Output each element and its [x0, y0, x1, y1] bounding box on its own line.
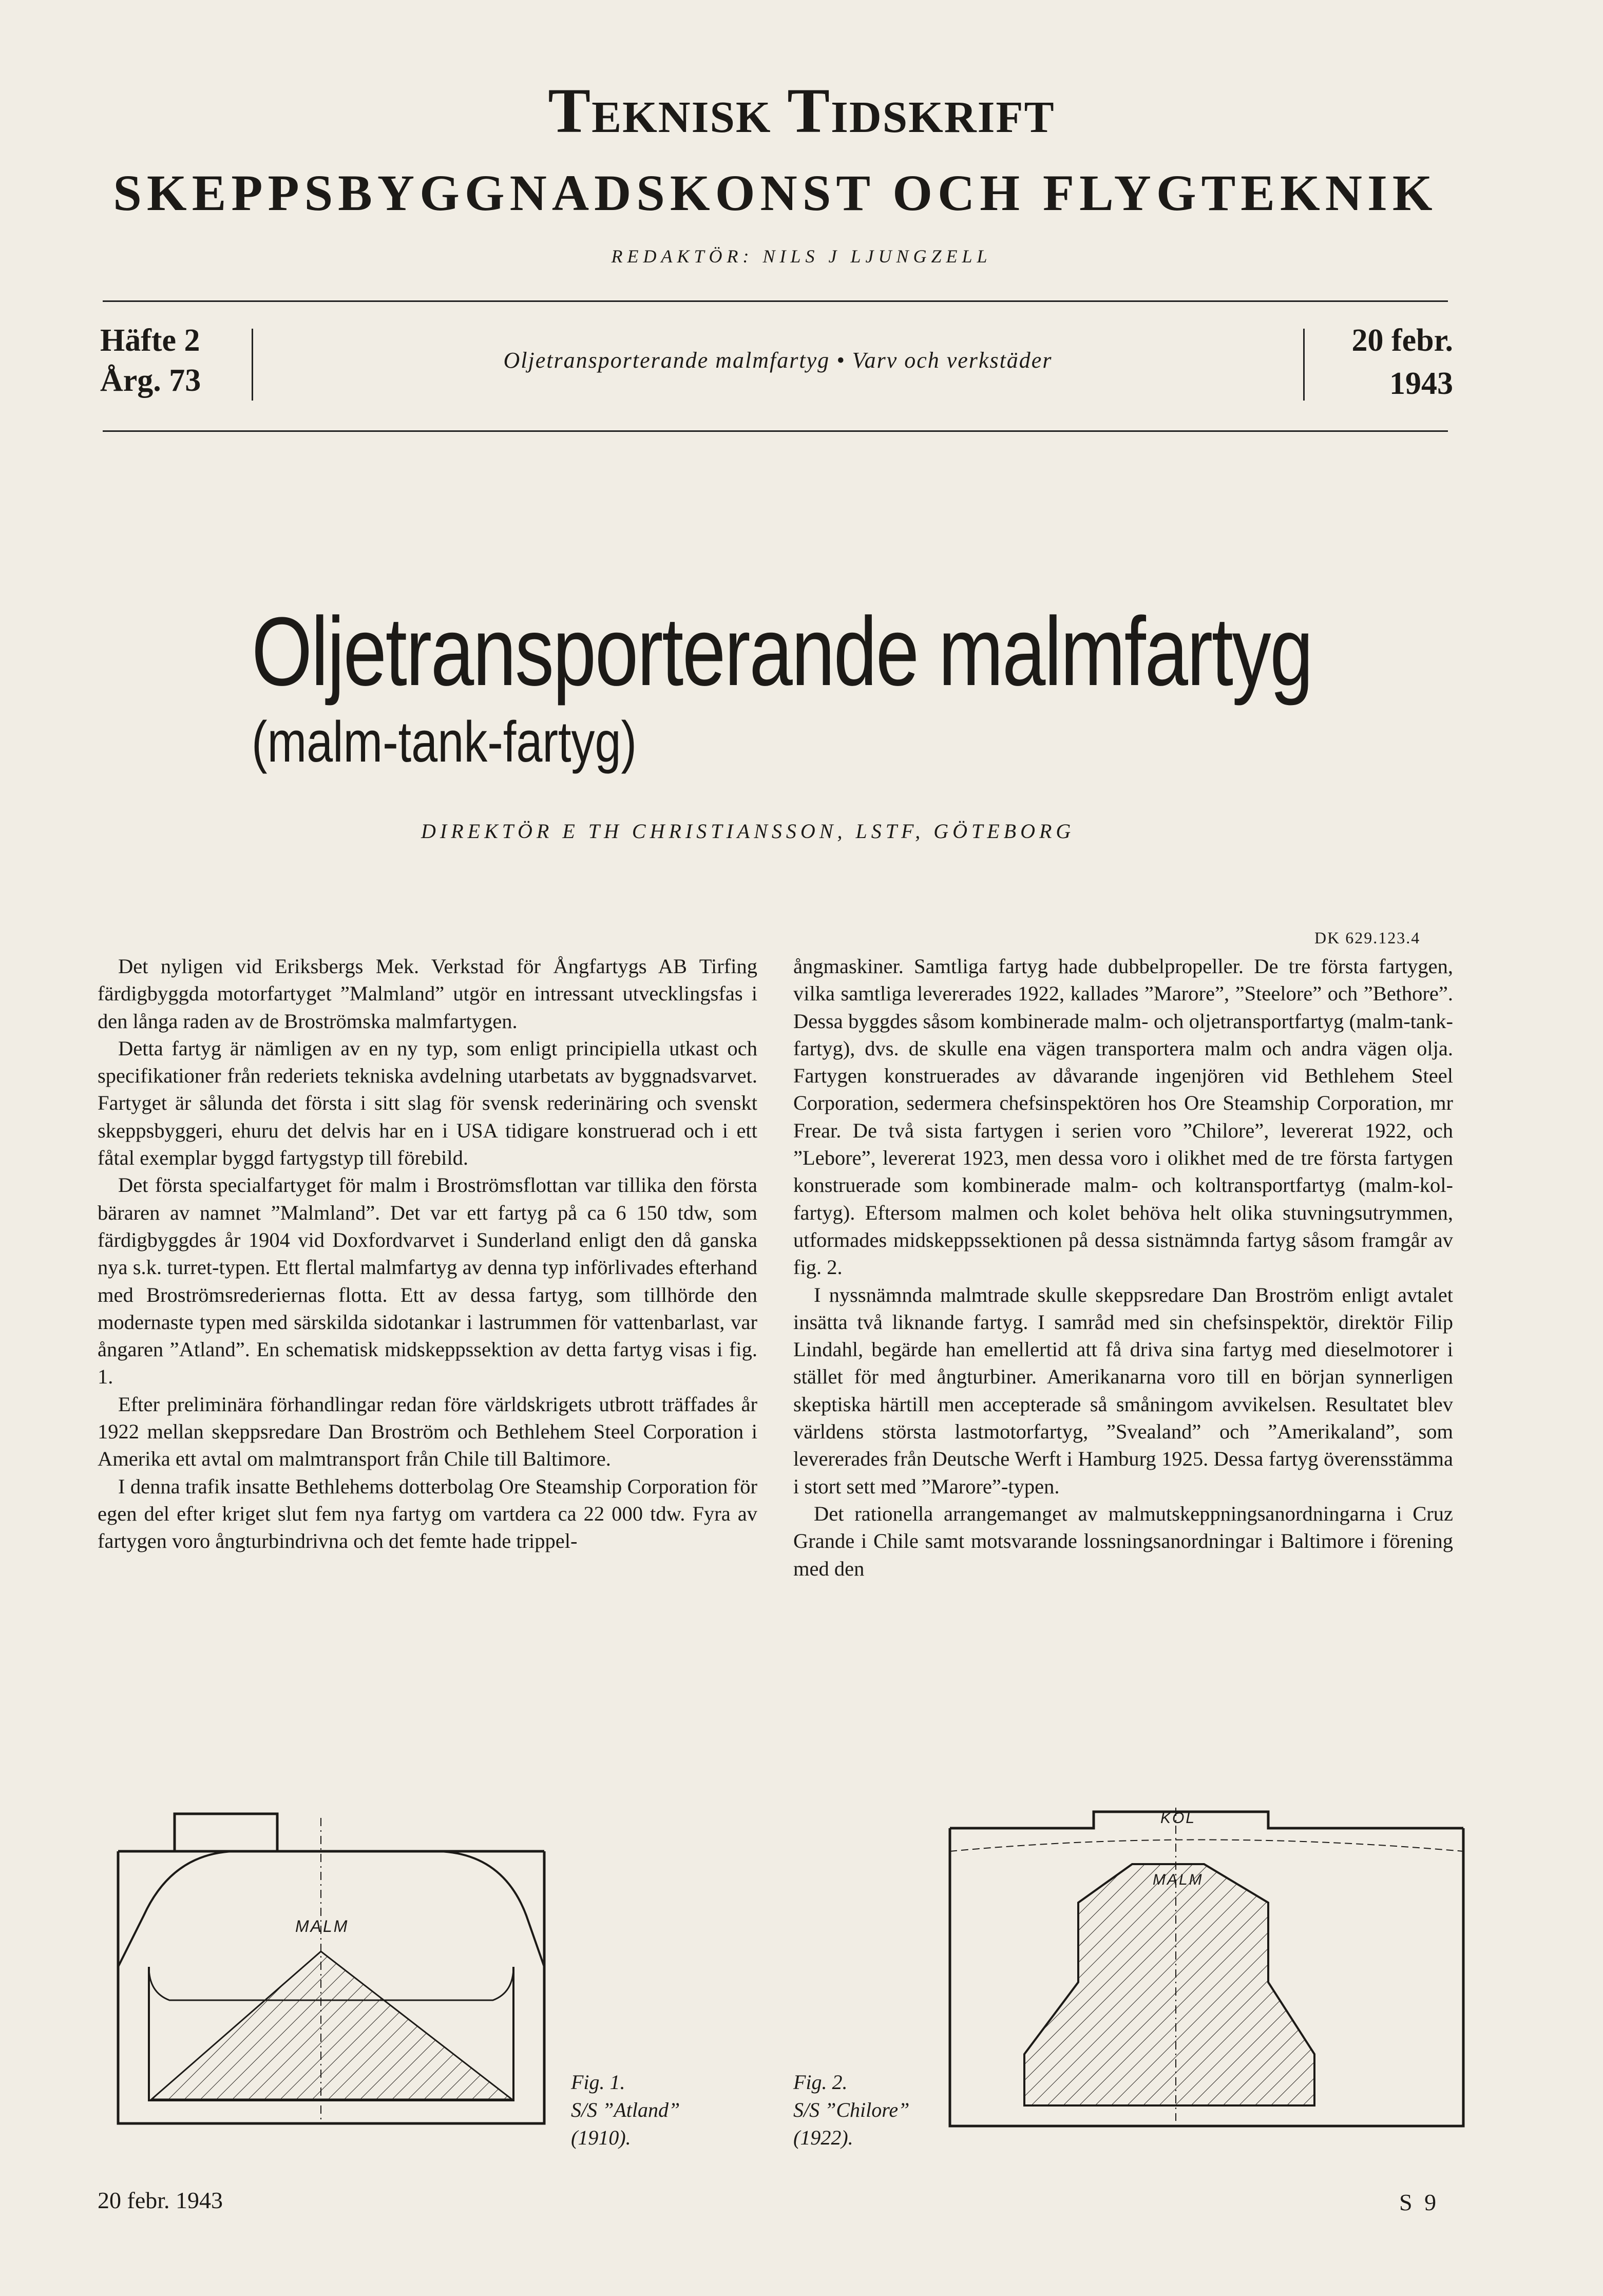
page-number: S 9	[1399, 2189, 1440, 2215]
masthead-rule-bottom	[103, 430, 1448, 432]
figure-1-caption	[571, 2069, 680, 2152]
paragraph: I nyssnämnda malmtrade skulle skeppsredare Dan Broström enligt avtalet insätta två liknande fartyg. I samråd med sin chefsinspektör, direktör Filip Lindahl, begärde han emellertid att få driva sina fartyg med dieselmotorer i stället för med ångturbiner. Amerikanarna voro till en början synnerligen skeptiska härtill men accepterade så småningom avvikelsen. Resultatet blev världens största lastmotorfartyg, ”Svealand” och ”Amerikaland”, som levererades från Deutsche Werft i Hamburg 1925. Dessa fartyg överensstämma i stort sett med ”Marore”-typen.	[793, 1283, 1453, 1498]
right-column	[793, 953, 1453, 1582]
paragraph: Det rationella arrangemanget av malmutskeppningsanordningarna i Cruz Grande i Chile samt motsvarande lossningsanordningar i Baltimore i förening med den	[793, 1502, 1453, 1580]
footer-date: 20 febr. 1943	[98, 2187, 223, 2213]
issue-bar-divider-right	[1303, 329, 1305, 401]
paragraph: Efter preliminära förhandlingar redan före världskrigets utbrott träffades år 1922 mellan skeppsredare Dan Broström och Bethlehem Steel Corporation i Amerika ett avtal om malmtransport från Chile till Baltimore.	[98, 1392, 757, 1471]
issue-date: 20 febr.	[1351, 323, 1453, 358]
left-column	[98, 953, 757, 1555]
caption-line: S/S ”Atland”	[571, 2098, 680, 2121]
figure-2-label-top: KOL	[1160, 1810, 1196, 1827]
figure-1-diagram	[103, 1797, 575, 2147]
journal-title: Teknisk Tidskrift	[548, 75, 1055, 146]
article-title: Oljetransporterande malmfartyg	[252, 597, 1312, 706]
figure-2-diagram	[940, 1797, 1479, 2147]
paragraph: Det nyligen vid Eriksbergs Mek. Verkstad för Ångfartygs AB Tirfing färdigbyggda motorfartyget ”Malmland” utgör en intressant utvecklingsfas i den långa raden av de Broströmska malmfartygen.	[98, 955, 757, 1033]
journal-section: SKEPPSBYGGNADSKONST OCH FLYGTEKNIK	[113, 164, 1438, 221]
issue-year: 1943	[1389, 366, 1453, 401]
issue-volume: Årg. 73	[100, 363, 201, 398]
figure-2-caption	[793, 2069, 909, 2152]
dk-classification: DK 629.123.4	[1314, 928, 1421, 947]
editor-line: REDAKTÖR: NILS J LJUNGZELL	[611, 246, 992, 267]
issue-number: Häfte 2	[100, 323, 200, 358]
issue-bar-divider-left	[252, 329, 253, 401]
caption-line: Fig. 1.	[571, 2071, 625, 2094]
paragraph: ångmaskiner. Samtliga fartyg hade dubbelpropeller. De tre första fartygen, vilka samtliga levererades 1922, kallades ”Marore”, ”Steelore” och ”Bethore”. Dessa byggdes såsom kombinerade malm- och oljetransportfartyg (malm-tank-fartyg), dvs. de skulle ena vägen transportera malm och andra vägen olja. Fartygen konstruerades av dåvarande ingenjören vid Bethlehem Steel Corporation, sedermera chefsinspektören hos Ore Steamship Corporation, mr Frear. De två sista fartygen i serien voro ”Chilore”, levererat 1922, och ”Lebore”, levererat 1923, men dessa voro i olikhet med de tre första fartygen konstruerade som kombinerade malm- och koltransportfartyg (malm-kol-fartyg). Eftersom malmen och kolet behöva helt olika stuvningsutrymmen, utformades midskeppssektionen på dessa sistnämnda fartyg såsom framgår av fig. 2.	[793, 955, 1453, 1279]
caption-line: (1922).	[793, 2126, 853, 2149]
figure-2-label: MALM	[1153, 1871, 1204, 1888]
paragraph: Det första specialfartyget för malm i Broströmsflottan var tillika den första bäraren av namnet ”Malmland”. Det var ett fartyg på ca 6 150 tdw, som färdigbyggdes år 1904 vid Doxfordvarvet i Sunderland enligt den då ganska nya s.k. turret-typen. Ett flertal malmfartyg av denna typ införlivades efterhand med Broströmsrederiernas flotta. Ett av dessa fartyg, som tillhörde den modernaste typen med särskilda sidotankar i lastrummen för vattenbarlast, var ångaren ”Atland”. En schematisk midskeppssektion av detta fartyg visas i fig. 1.	[98, 1173, 757, 1389]
figure-1-label: MALM	[295, 1917, 349, 1936]
paragraph: I denna trafik insatte Bethlehems dotterbolag Ore Steamship Corporation för egen del efter kriget slut fem nya fartyg om vartdera ca 22 000 tdw. Fyra av fartygen voro ångturbindrivna och det femte hade trippel-	[98, 1474, 757, 1553]
caption-line: (1910).	[571, 2126, 631, 2149]
caption-line: S/S ”Chilore”	[793, 2098, 910, 2121]
masthead-rule-top	[103, 300, 1448, 302]
paragraph: Detta fartyg är nämligen av en ny typ, som enligt principiella utkast och specifikationer från rederiets tekniska avdelning utarbetats av byggnadsvarvet. Fartyget är sålunda det första i sitt slag för svensk rederinäring och svenskt skeppsbyggeri, ehuru det delvis har en i USA tidigare konstruerad och i ett fåtal exemplar byggd fartygstyp till förebild.	[98, 1036, 757, 1170]
article-subtitle: (malm-tank-fartyg)	[252, 710, 637, 774]
caption-line: Fig. 2.	[793, 2071, 848, 2094]
article-author: DIREKTÖR E TH CHRISTIANSSON, LSTF, GÖTEBORG	[421, 820, 1075, 843]
issue-contents: Oljetransporterande malmfartyg • Varv och verkstäder	[503, 348, 1053, 373]
